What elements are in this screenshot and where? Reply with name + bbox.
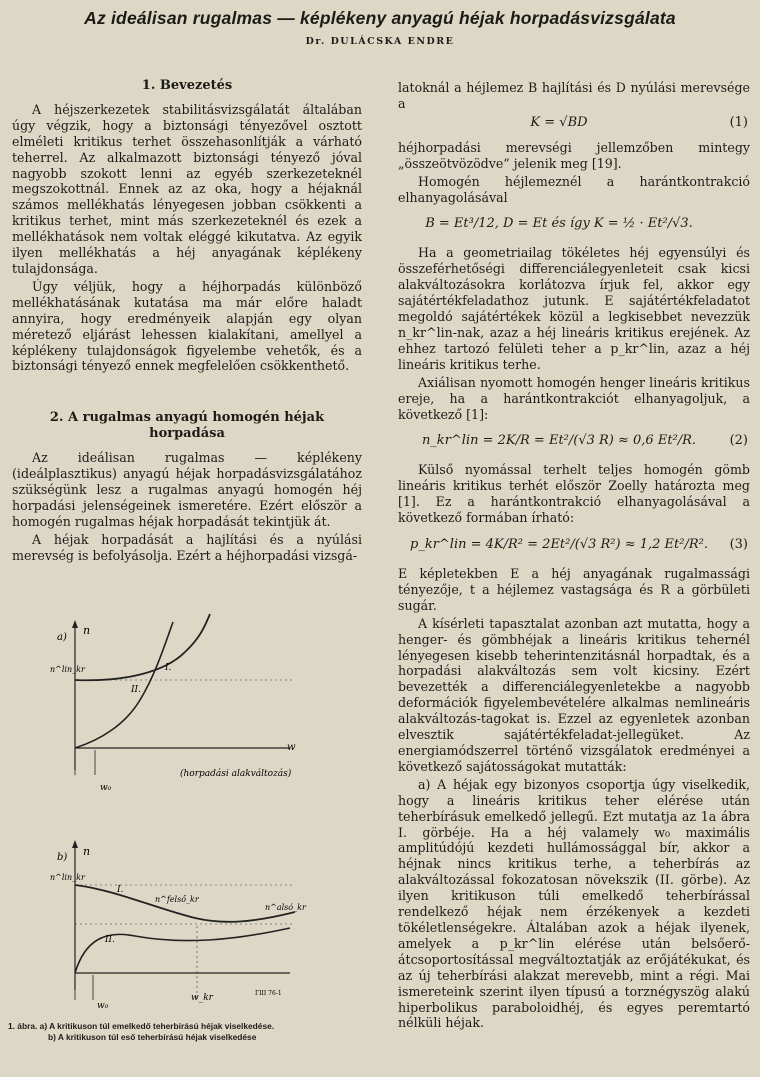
caption-a: 1. ábra. a) A kritikuson túl emelkedő teherbírású héjak viselkedése. — [8, 1021, 275, 1031]
equation-text: p_kr^lin = 4K/R² = 2Et²/(√3 R²) ≈ 1,2 Et²/R². — [410, 537, 708, 553]
equation-text: K = √BD — [530, 114, 588, 130]
paragraph: Ha a geometriailag tökéletes héj egyensúlyi és összeférhetőségi differenciálegyenleteit csak kicsi alakváltozásokra korlátozva írjuk fel, akkor egy sajátértékfeladathoz jutunk. E sajátértékfeladatot megoldó sajátértékek közül a legkisebbet nevezzük n_kr^lin-nak, azaz a héj lineáris kritikus erejének. Az ehhez tartozó felületi teher a p_kr^lin, azaz a héj lineáris kritikus terhe. — [398, 245, 750, 372]
equation-1 — [398, 115, 750, 137]
paragraph: a) A héjak egy bizonyos csoportja úgy viselkedik, hogy a lineáris kritikus teher elérése után teherbírásuk emelkedő jellegű. Ezt mutatja az 1a ábra I. görbéje. Ha a héj valamely w₀ maximális amplitúdójú kezdeti hullámossággal bír, akkor a héjnak nincs kritikus terhe, a teherbírás az alakváltozással fokozatosan növekszik (II. görbe). Az ilyen kritikuson túli emelkedő teherbírással rendelkező héjak nem érzékenyek a kezdeti tökéletlenségekre. Általában azok a héjak ilyenek, amelyek a p_kr^lin elérése után belsőerő-átcsoportosítással megváltoztatják az erőjátékukat, és az új teherbírási alakzat merevebb, mint a régi. Mai ismereteink szerint ilyen típusú a torznégyszög alakú hiperbolikus paraboloidhéj, és egyes peremtartó nélküli héjak. — [398, 776, 750, 1031]
paragraph: A héjak horpadását a hajlítási és a nyúlási merevség is befolyásolja. Ezért a héjhorpadási vizsgá- — [12, 531, 362, 563]
curve-I: I. — [117, 885, 124, 895]
article-title: Az ideálisan rugalmas — képlékeny anyagú héjak horpadásvizsgálata — [84, 8, 676, 28]
figure-1a — [50, 600, 355, 793]
right-column — [398, 80, 750, 1031]
axis-caption: (horpadási alakváltozás) — [180, 769, 292, 779]
paragraph: E képletekben E a héj anyagának rugalmassági tényezője, t a héjlemez vastagsága és R a görbületi sugár. — [398, 566, 750, 613]
equation-bd — [398, 208, 750, 242]
paragraph: Az ideálisan rugalmas — képlékeny (ideálplasztikus) anyagú héjak horpadásvizsgálatához szükségünk lesz a rugalmas anyagú homogén héj horpadási jelenségeinek ismeretére. Ezért először a homogén rugalmas héjak horpadását tekintjük át. — [12, 450, 362, 529]
equation-text: n_kr^lin = 2K/R = Et²/(√3 R) ≈ 0,6 Et²/R. — [421, 433, 697, 449]
equation-number: (1) — [729, 114, 748, 130]
equation-2 — [398, 425, 750, 459]
figure-1b — [50, 830, 355, 1015]
lower-critical-label: n^alsó_kr — [265, 903, 306, 912]
paragraph: Úgy véljük, hogy a héjhorpadás különböző mellékhatásának kutatása ma már előre haladt annyira, hogy eredményeik alapján egy olyan méretező eljárást lehessen kialakítani, amellyel a képlékeny tulajdonságok figyelembe vehetők, és a biztonsági tényező ennek megfelelően csökkenthető. — [12, 278, 362, 374]
label-a: a) — [57, 632, 67, 643]
upper-critical-label: n^felső_kr — [155, 895, 199, 904]
equation-number: (2) — [729, 433, 748, 449]
section-1-heading: 1. Bevezetés — [141, 78, 233, 93]
paragraph: héjhorpadási merevségi jellemzőben mintegy „összeötvözödve” jelenik meg [19]. — [398, 139, 750, 171]
axis-w0: w₀ — [97, 1001, 109, 1011]
axis-w: w — [287, 742, 296, 753]
axis-nkr: n^lin_kr — [50, 873, 85, 882]
figure-caption — [8, 1021, 274, 1042]
curve-II: II. — [131, 685, 141, 695]
axis-n: n — [83, 845, 91, 858]
axis-wkr: w_kr — [191, 993, 213, 1003]
axis-nkr: n^lin_kr — [50, 665, 85, 674]
paragraph: latoknál a héjlemez B hajlítási és D nyúlási merevsége a — [398, 80, 750, 111]
equation-number: (3) — [729, 537, 748, 553]
caption-b: b) A kritikuson túl eső teherbírású héjak viselkedése — [48, 1031, 257, 1042]
paragraph: A kísérleti tapasztalat azonban azt mutatta, hogy a henger- és gömbhéjak a lineáris kritikus tehernél lényegesen kisebb teherintenzitásnál horpadtak, és a horpadási alakváltozás sem volt kicsiny. Ezért bevezették a differenciálegyenletekbe a nagyobb deformációk figyelembevételére alkalmas nemlineáris alakváltozás-tagokat is. Ezzel az egyenletek azonban elvesztik sajátértékfeladat-jellegüket. Az energiamódszerrel történő vizsgálatok eredményei a következő sajátosságokat mutatták: — [398, 615, 750, 774]
left-column — [12, 66, 362, 563]
author-line: Dr. DULÁCSKA ENDRE — [305, 36, 455, 47]
equation-text: B = Et³/12, D = Et és így K = ½ · Et²/√3. — [425, 216, 693, 232]
paragraph: Homogén héjlemeznél a harántkontrakció elhanyagolásával — [398, 173, 750, 205]
label-b: b) — [57, 852, 68, 863]
paragraph: Axiálisan nyomott homogén henger lineáris kritikus ereje, ha a harántkontrakciót elhanyagoljuk, a következő [1]: — [398, 374, 750, 422]
section-2-heading: 2. A rugalmas anyagú homogén héjak horpadása — [49, 410, 325, 442]
figure-ref: ΓΙΙΙ 76-1 — [255, 990, 282, 997]
curve-II: II. — [105, 935, 115, 945]
curve-I: I. — [165, 663, 172, 673]
paragraph: Külső nyomással terhelt teljes homogén gömb lineáris kritikus terhét először Zoelly határozta meg [1]. Ez a harántkontrakció elhanyagolásával a következő formában írható: — [398, 462, 750, 526]
equation-3 — [398, 529, 750, 563]
axis-n: n — [83, 624, 91, 637]
axis-w0: w₀ — [100, 783, 112, 793]
paragraph: A héjszerkezetek stabilitásvizsgálatát általában úgy végzik, hogy a biztonsági tényezővel osztott elméleti kritikus terhet összehasonlítják a várható teherrel. Az alkalmazott biztonsági tényező jóval nagyobb szokott lenni az egyéb szerkezeteknél megszokottnál. Ennek az az oka, hogy a héjaknál számos mellékhatás lényegesen jobban csökkenti a kritikus terhet, mint más szerkezeteknél és ezek a mellékhatások nem voltak eléggé kikutatva. Az egyik ilyen mellékhatás a héj anyagának képlékeny tulajdonsága. — [12, 101, 362, 276]
